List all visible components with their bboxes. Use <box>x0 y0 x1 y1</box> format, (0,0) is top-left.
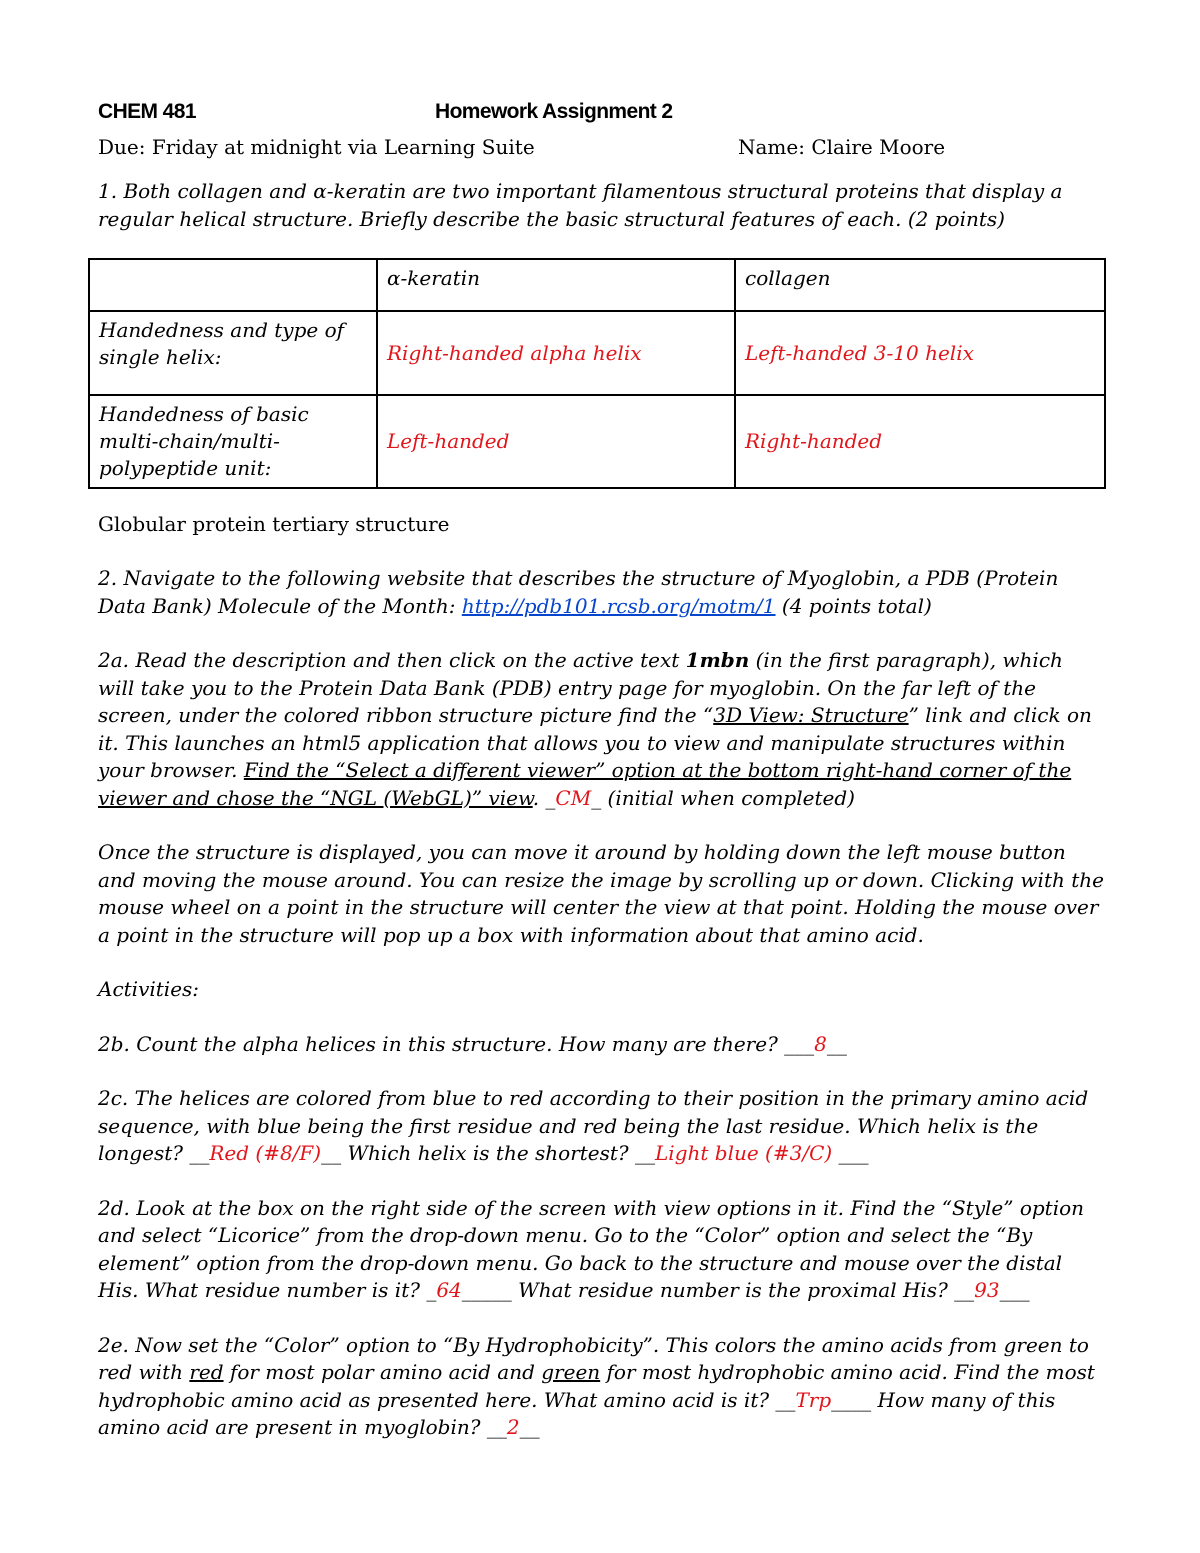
amino-acid-count-answer: 2 <box>506 1415 520 1439</box>
course-code: CHEM 481 <box>98 100 196 123</box>
question-2b: 2b. Count the alpha helices in this structure. How many are there? ___8__ <box>98 1031 847 1056</box>
red-word: red <box>189 1360 224 1384</box>
pdb-id-text: 1mbn <box>685 648 750 672</box>
header-keratin: α-keratin <box>377 259 735 311</box>
activities-label: Activities: <box>98 977 200 1001</box>
viewer-instructions: Once the structure is displayed, you can move it around by holding down the left mouse button and moving the mouse around. You can resize the image by scrolling up or down. Clicking with the mouse wheel on a point in the structure will center the view at that point. Holding the mouse over a point in the structure will pop up a box with information about that amino acid. <box>98 840 1104 947</box>
viewer-instruction: Find the “Select a different viewer” option at the bottom right-hand corner of the viewer and chose the “NGL (WebGL)” view <box>98 758 1072 810</box>
3d-view-link-text: 3D View: Structure <box>713 703 909 727</box>
due-date: Due: Friday at midnight via Learning Suite <box>98 135 535 159</box>
green-word: green <box>541 1360 601 1384</box>
question-2a: 2a. Read the description and then click on the active text 1mbn (in the first paragraph), which will take you to the Protein Data Bank (PDB) entry page for myoglobin. On the far left of the screen, under the colored ribbon structure picture find the “3D View: Structure” link and click on it. This launches an html5 application that allows you to view and manipulate structures within your browser. Find the “Select a different viewer” option at the bottom right-hand corner of the viewer and chose the “NGL (WebGL)” view. _CM_ (initial when completed) <box>98 648 1092 810</box>
longest-helix-answer: Red (#8/F) <box>209 1141 322 1165</box>
table-row <box>89 395 1105 488</box>
collagen-answer: Right-handed <box>735 395 1105 488</box>
section-title: Globular protein tertiary structure <box>98 512 450 536</box>
table-header-row <box>89 259 1105 311</box>
question-1: 1. Both collagen and α-keratin are two important filamentous structural proteins that display a regular helical structure. Briefly describe the basic structural features of each. (2 points) <box>98 179 1063 231</box>
question-2: 2. Navigate to the following website that describes the structure of Myoglobin, a PDB (Protein Data Bank) Molecule of the Month: http://pdb101.rcsb.org/motm/1 (4 points total) <box>98 566 1059 618</box>
header-collagen: collagen <box>735 259 1105 311</box>
collagen-answer: Left-handed 3-10 helix <box>735 311 1105 395</box>
amino-acid-answer: Trp <box>795 1387 832 1412</box>
initials-answer: CM <box>555 785 592 810</box>
table-corner-cell <box>89 259 377 311</box>
distal-his-answer: 64 <box>436 1278 462 1302</box>
helix-count-answer: 8 <box>814 1031 827 1056</box>
document-heading <box>98 98 1104 132</box>
proximal-his-answer: 93 <box>974 1278 1000 1302</box>
student-name: Name: Claire Moore <box>738 135 946 159</box>
row-label: Handedness of basic multi-chain/multi-polypeptide unit: <box>89 395 377 488</box>
motm-link[interactable]: http://pdb101.rcsb.org/motm/1 <box>461 593 776 618</box>
row-label: Handedness and type of single helix: <box>89 311 377 395</box>
table-row <box>89 311 1105 395</box>
shortest-helix-answer: Light blue (#3/C) <box>655 1141 833 1165</box>
assignment-title: Homework Assignment 2 <box>435 100 673 123</box>
keratin-answer: Left-handed <box>377 395 735 488</box>
due-line <box>98 132 1104 168</box>
question-2d: 2d. Look at the box on the right side of the screen with view options in it. Find the “Style” option and select “Licorice” from the drop-down menu. Go to the “Color” option and select the “By element” option from the drop-down menu. Go back to the structure and mouse over the distal His. What residue number is it? _64_____ What residue number is the proximal His? __93___ <box>98 1195 1085 1302</box>
question-2e: 2e. Now set the “Color” option to “By Hydrophobicity”. This colors the amino acids from green to red with red for most polar amino acid and green for most hydrophobic amino acid. Find the most hydrophobic amino acid as presented here. What amino acid is it? __Trp____ How many of this amino acid are present in myoglobin? __2__ <box>98 1332 1095 1439</box>
keratin-answer: Right-handed alpha helix <box>377 311 735 395</box>
question-2c: 2c. The helices are colored from blue to red according to their position in the primary amino acid sequence, with blue being the first residue and red being the last residue. Which helix is the longest? __Red (#8/F)__ Which helix is the shortest? __Light blue (#3/C) ___ <box>98 1086 1089 1165</box>
document-page <box>98 98 1104 1442</box>
structure-table <box>88 258 1106 489</box>
